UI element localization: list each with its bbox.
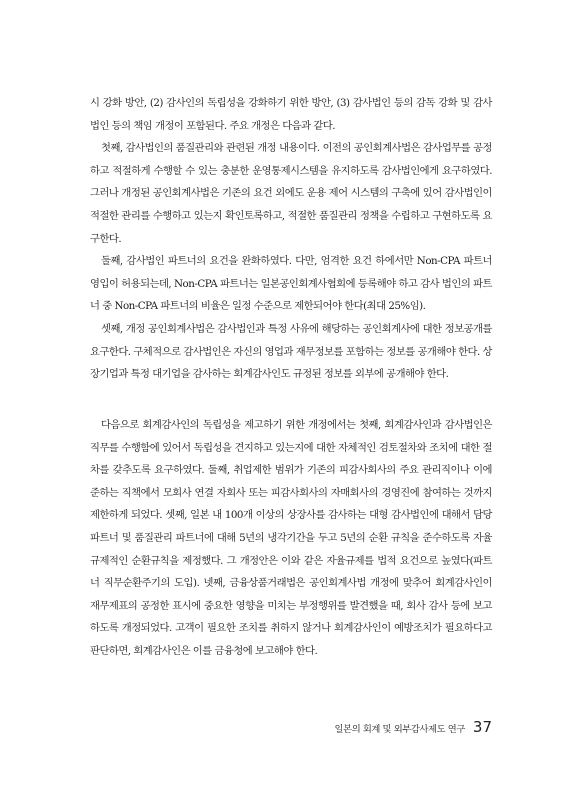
paragraph-continuation: 시 강화 방안, (2) 감사인의 독립성을 강화하기 위한 방안, (3) 감사법인 등의 감독 강화 및 감사법인 등의 책임 개정이 포함된다. 주요 개정은 다음과 같다.: [90, 97, 492, 132]
running-head: 일본의 회계 및 외부감사제도 연구: [334, 724, 465, 735]
page-footer: [300, 718, 492, 738]
paragraph-second-partner-requirements: 둘째, 감사법인 파트너의 요건을 완화하였다. 다만, 엄격한 요건 하에서만 Non-CPA 파트너 영입이 허용되는데, Non-CPA 파트너는 일본공인회계사협회에 등록해야 하고 감사 법인의 파트너 중 Non-CPA 파트너의 비율은 일정 수준으로 제한되어야 한다(최대 25%임).: [90, 255, 492, 313]
paragraph-third-disclosure: 셋째, 개정 공인회계사법은 감사법인과 특정 사유에 해당하는 공인회계사에 대한 정보공개를 요구한다. 구체적으로 감사법인은 자신의 영업과 재무정보를 포함하는 정보를 공개해야 한다. 상장기업과 특정 대기업을 감사하는 회계감사인도 규정된 정보를 외부에 공개해야 한다.: [90, 322, 492, 381]
paragraph-auditor-independence: 다음으로 회계감사인의 독립성을 제고하기 위한 개정에서는 첫째, 회계감사인과 감사법인은 직무를 수행함에 있어서 독립성을 견지하고 있는지에 대한 자체적인 검토절차와 조치에 대한 절차를 갖추도록 요구하였다. 둘째, 취업제한 범위가 기존의 피감사회사의 주요 관리직이나 이에 준하는 직책에서 모회사 연결 자회사 또는 피감사회사의 자매회사의 경영진에 참여하는 것까지 제한하게 되었다. 셋째, 일본 내 100개 이상의 상장사를 감사하는 대형 감사법인에 대해서 담당파트너 및 품질관리 파트너에 대해 5년의 냉각기간을 두고 5년의 순환 규칙을 준수하도록 자율규제적인 순환규칙을 제정했다. 그 개정안은 이와 같은 자율규제를 법적 요건으로 높였다(파트너 직무순환주기의 도입). 넷째, 금융상품거래법은 공인회계사법 개정에 맞추어 회계감사인이 재무제표의 공정한 표시에 중요한 영향을 미치는 부정행위를 발견했을 때, 회사 감사 등에 보고하도록 개정되었다. 고객이 필요한 조치를 취하지 않거나 회계감사인이 예방조치가 필요하다고 판단하면, 회계감사인은 이를 금융청에 보고해야 한다.: [90, 419, 492, 657]
page-number: 37: [472, 718, 492, 736]
paragraph-first-quality-control: 첫째, 감사법인의 품질관리와 관련된 개정 내용이다. 이전의 공인회계사법은 감사업무를 공정하고 적절하게 수행할 수 있는 충분한 운영통제시스템을 유지하도록 감사법인에게 요구하였다. 그러나 개정된 공인회계사법은 기존의 요건 외에도 운용 제어 시스템의 구축에 있어 감사법인이 적절한 관리를 수행하고 있는지 확인토록하고, 적절한 품질관리 정책을 수립하고 구현하도록 요구한다.: [90, 142, 492, 245]
body-section-1: [90, 92, 492, 386]
body-section-2: [90, 414, 492, 663]
